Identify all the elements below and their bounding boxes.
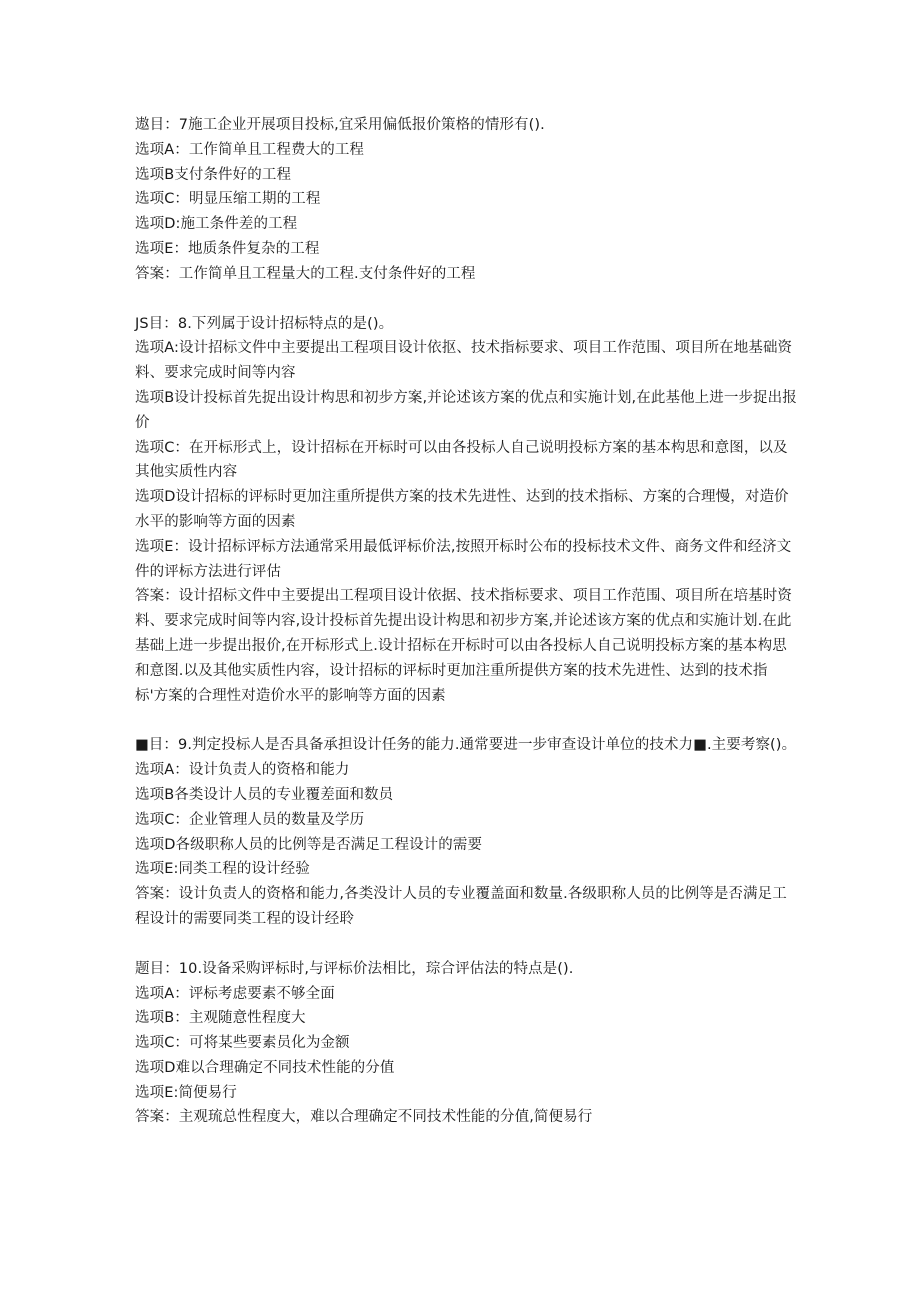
option-a: 选项A：工作简单且工程费大的工程 bbox=[135, 141, 365, 158]
option-d: 选项D设计招标的评标时更加注重所提供方案的技术先进性、达到的技术指标、方案的合理慢，对造价水平的影响等方面的因素 bbox=[135, 489, 789, 530]
answer: 答案：主观琉总性程度大，难以合理确定不同技术性能的分值,简便易行 bbox=[135, 1109, 593, 1126]
answer: 答案：设计招标文件中主要提出工程项目设计依据、技术指标要求、项目工作范围、项目所在培基时资料、要求完成时间等内容,设计投标首先提出设计构思和初步方案,并论述该方案的优点和实施计划.在此基础上进一步提出报价,在开标形式上.设计招标在开标时可以由各投标人自己说明投标方案的基本构思和意图.以及其他实质性内容，设计招标的评标时更加注重所提供方案的技术先进性、达到的技术指标'方案的合理性对造价水平的影响等方面的因素 bbox=[135, 588, 792, 704]
option-b: 选项B：主观随意性程度大 bbox=[135, 1010, 306, 1027]
option-e: 选项E：设计招标评标方法通常采用最低评标价法,按照开标时公布的投标技术文件、商务文件和经济文件的评标方法进行评估 bbox=[135, 538, 792, 580]
option-c: 选项C：在开标形式上，设计招标在开标时可以由各投标人自己说明投标方案的基本构思和意图，以及其他实质性内容 bbox=[135, 439, 788, 481]
option-a: 选项A：设计负责人的资格和能力 bbox=[135, 762, 350, 779]
option-d: 选项D各级职称人员的比例等是否满足工程设计的需要 bbox=[135, 836, 483, 853]
question-block bbox=[135, 957, 797, 1131]
option-e: 选项E:简便易行 bbox=[135, 1084, 237, 1101]
question-stem: ■目：9.判定投标人是否具备承担设计任务的能力.通常要进一步审查设计单位的技术力■.主要考察()。 bbox=[135, 737, 797, 754]
answer: 答案：设计负责人的资格和能力,各类没计人员的专业覆盖面和数量.各级职称人员的比例等是否满足工程设计的需要同类工程的设计经聆 bbox=[135, 886, 787, 927]
option-a: 选项A:设计招标文件中主要提出工程项目设计依抠、技术指标要求、项目工作范围、项目所在地基础资料、要求完成时间等内容 bbox=[135, 340, 793, 382]
question-block bbox=[135, 113, 797, 287]
question-stem: JS目：8.下列属于设计招标特点的是()。 bbox=[135, 315, 394, 332]
option-e: 选项E:同类工程的设计经验 bbox=[135, 861, 310, 878]
document-page bbox=[135, 113, 797, 1155]
option-c: 选项C：明显压缩工期的工程 bbox=[135, 191, 321, 208]
question-stem: 遨目：7施工企业开展项目投标,宜采用偏低报价策格的情形有(). bbox=[135, 117, 545, 133]
question-block bbox=[135, 312, 797, 709]
option-a: 选项A：评标考虑要素不够全面 bbox=[135, 985, 335, 1002]
option-d: 选项D难以合理确定不同技术性能的分值 bbox=[135, 1059, 395, 1076]
option-e: 选项E：地质条件复杂的工程 bbox=[135, 240, 320, 257]
option-c: 选项C：企业管理人员的数量及学历 bbox=[135, 811, 365, 828]
option-d: 选项D:施工条件差的工程 bbox=[135, 216, 298, 233]
option-b: 选项B支付条件好的工程 bbox=[135, 166, 292, 183]
answer: 答案：工作简单且工程量大的工程.支付条件好的工程 bbox=[135, 265, 476, 282]
question-block bbox=[135, 733, 797, 931]
option-c: 选项C：可将某些要素员化为金额 bbox=[135, 1035, 350, 1052]
question-stem: 题目：10.设备采购评标时,与评标价法相比，琮合评估法的特点是(). bbox=[135, 960, 574, 977]
option-b: 选项B各类设计人员的专业覆差面和数员 bbox=[135, 786, 394, 803]
option-b: 选项B设计投标首先捉出设计构思和初步方案,并论述该方案的优点和实施计划,在此基他上进一步捉出报价 bbox=[135, 389, 797, 431]
